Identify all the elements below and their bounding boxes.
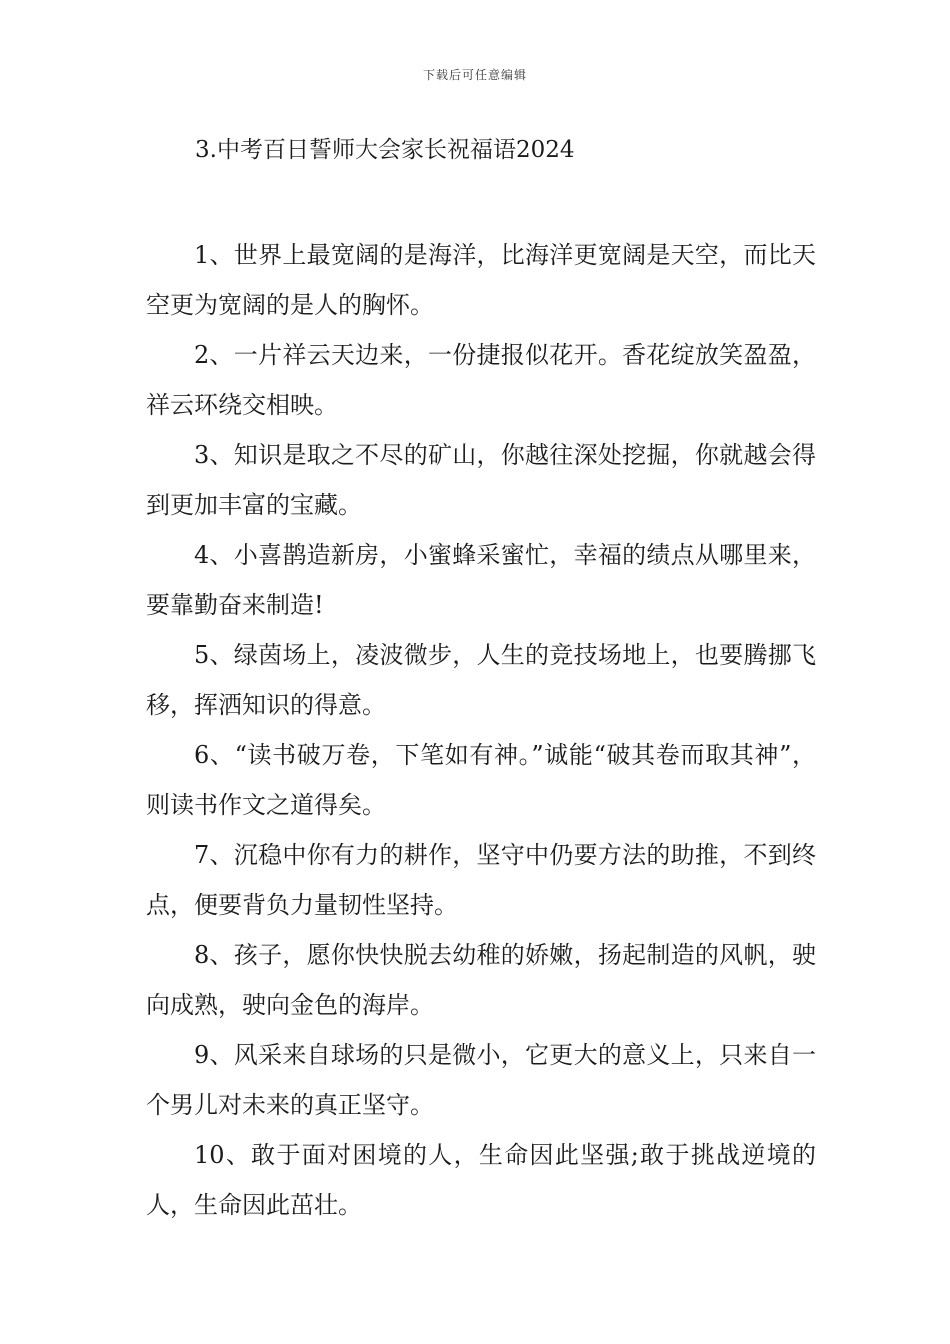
page-header-note: 下载后可任意编辑 [422, 68, 527, 82]
document-body [146, 230, 816, 1230]
paragraph-6: 6、“读书破万卷，下笔如有神。”诚能“破其卷而取其神”，则读书作文之道得矣。 [146, 741, 816, 819]
paragraph-3: 3、知识是取之不尽的矿山，你越往深处挖掘，你就越会得到更加丰富的宝藏。 [146, 441, 816, 519]
paragraph-9: 9、风采来自球场的只是微小，它更大的意义上，只来自一个男儿对未来的真正坚守。 [146, 1041, 816, 1119]
paragraph-8: 8、孩子，愿你快快脱去幼稚的娇嫩，扬起制造的风帆，驶向成熟，驶向金色的海岸。 [146, 941, 816, 1019]
paragraph-10: 10、敢于面对困境的人，生命因此坚强;敢于挑战逆境的人，生命因此茁壮。 [146, 1141, 816, 1219]
paragraph-2: 2、一片祥云天边来，一份捷报似花开。香花绽放笑盈盈，祥云环绕交相映。 [146, 341, 816, 419]
paragraph-1: 1、世界上最宽阔的是海洋，比海洋更宽阔是天空，而比天空更为宽阔的是人的胸怀。 [146, 241, 816, 319]
paragraph-4: 4、小喜鹊造新房，小蜜蜂采蜜忙，幸福的绩点从哪里来，要靠勤奋来制造! [146, 541, 816, 619]
paragraph-5: 5、绿茵场上，凌波微步，人生的竞技场地上，也要腾挪飞移，挥洒知识的得意。 [146, 641, 816, 719]
paragraph-7: 7、沉稳中你有力的耕作，坚守中仍要方法的助推，不到终点，便要背负力量韧性坚持。 [146, 841, 816, 919]
document-title: 3.中考百日誓师大会家长祝福语2024 [195, 137, 575, 163]
